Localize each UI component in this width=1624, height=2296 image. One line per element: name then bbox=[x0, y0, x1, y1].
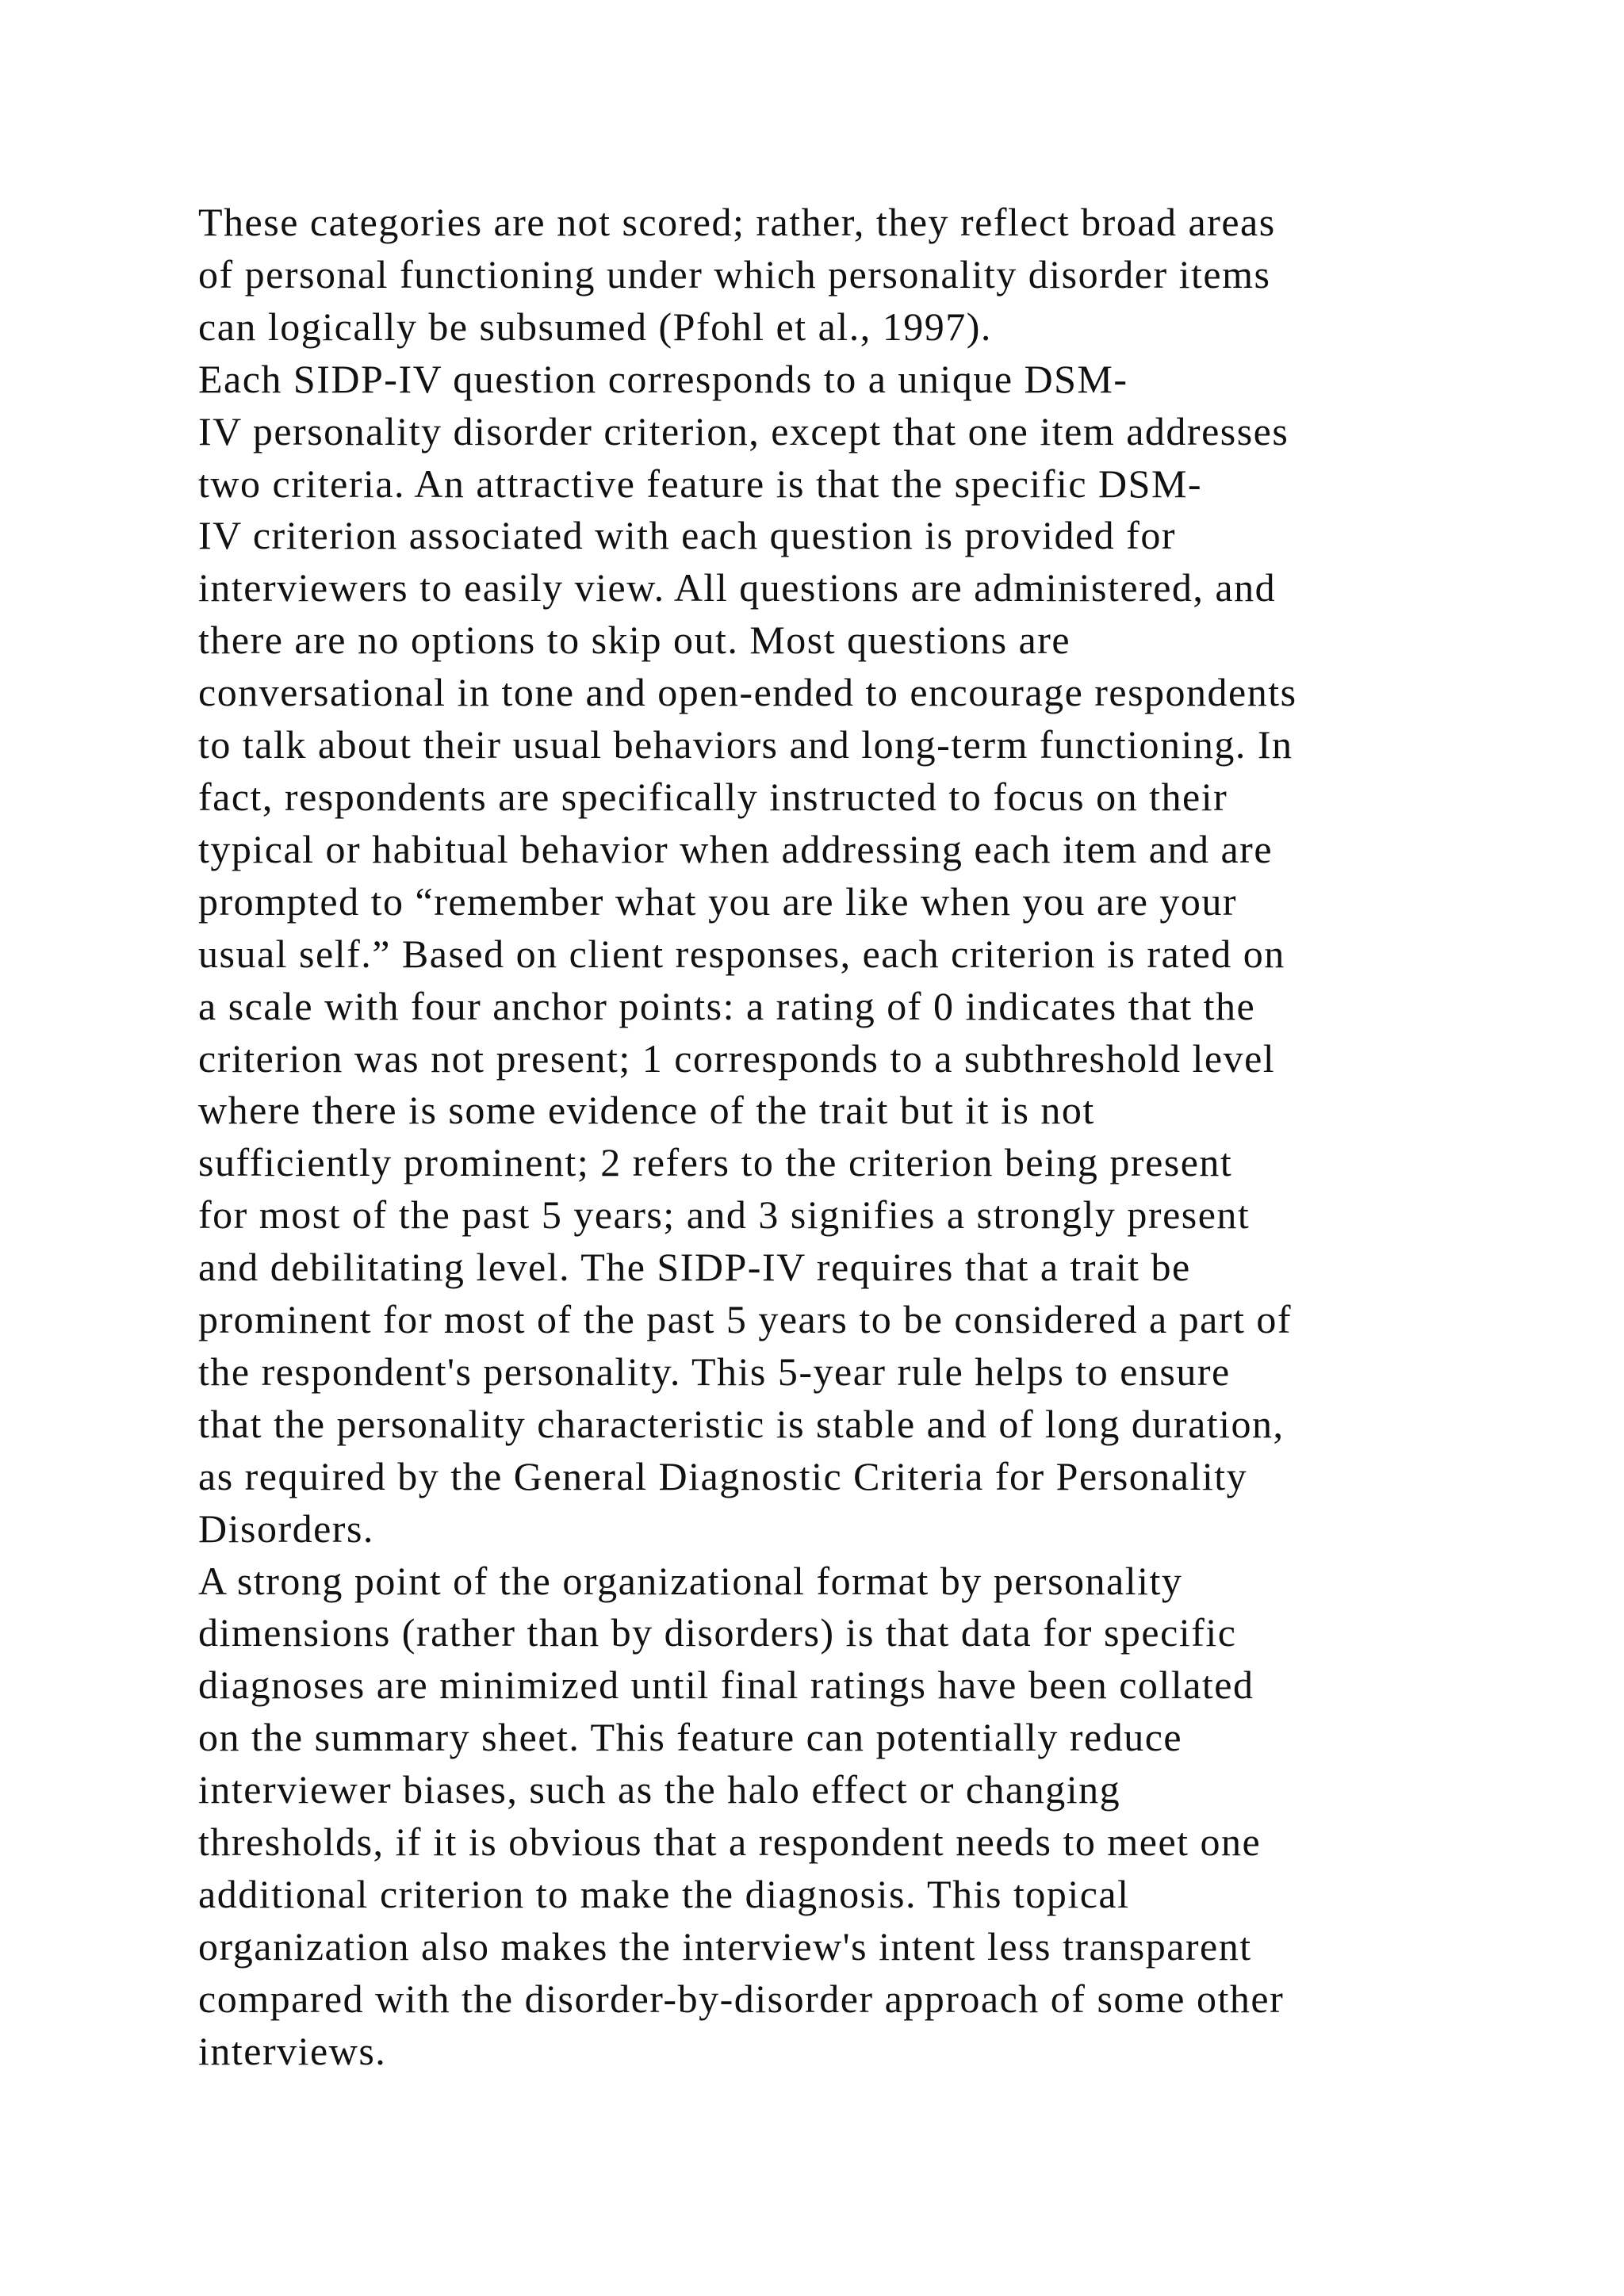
text-line: Each SIDP-IV question corresponds to a unique DSM- bbox=[198, 356, 1128, 401]
text-line: prompted to “remember what you are like when you are your bbox=[198, 878, 1238, 924]
text-line: These categories are not scored; rather, they reflect broad areas bbox=[198, 200, 1276, 244]
text-line: on the summary sheet. This feature can potentially reduce bbox=[198, 1715, 1183, 1760]
text-line: interviewers to easily view. All questions are administered, and bbox=[198, 565, 1277, 610]
text-line: IV personality disorder criterion, except that one item addresses bbox=[198, 408, 1289, 453]
text-line: to talk about their usual behaviors and long-term functioning. In bbox=[198, 722, 1293, 767]
text-line: dimensions (rather than by disorders) is that data for specific bbox=[198, 1610, 1237, 1655]
text-line: of personal functioning under which personality disorder items bbox=[198, 251, 1271, 297]
text-line: conversational in tone and open-ended to encourage respondents bbox=[198, 670, 1297, 715]
text-line: for most of the past 5 years; and 3 signifies a strongly present bbox=[198, 1192, 1251, 1238]
text-line: prominent for most of the past 5 years to be considered a part of bbox=[198, 1297, 1293, 1342]
text-line: sufficiently prominent; 2 refers to the criterion being present bbox=[198, 1140, 1233, 1185]
body-text bbox=[198, 197, 1483, 2078]
text-line: additional criterion to make the diagnosis. This topical bbox=[198, 1872, 1130, 1916]
text-line: interviews. bbox=[198, 2028, 387, 2073]
text-line: that the personality characteristic is stable and of long duration, bbox=[198, 1401, 1285, 1446]
text-line: A strong point of the organizational format by personality bbox=[198, 1558, 1183, 1603]
text-line: can logically be subsumed (Pfohl et al., 1997). bbox=[198, 304, 992, 349]
text-line: where there is some evidence of the trait but it is not bbox=[198, 1088, 1095, 1133]
text-line: a scale with four anchor points: a rating of 0 indicates that the bbox=[198, 983, 1256, 1028]
text-line: IV criterion associated with each question is provided for bbox=[198, 513, 1176, 558]
text-line: Disorders. bbox=[198, 1506, 374, 1551]
text-line: organization also makes the interview's intent less transparent bbox=[198, 1923, 1252, 1969]
text-line: criterion was not present; 1 corresponds to a subthreshold level bbox=[198, 1035, 1276, 1081]
text-line: fact, respondents are specifically instructed to focus on their bbox=[198, 774, 1228, 819]
text-line: as required by the General Diagnostic Criteria for Personality bbox=[198, 1453, 1248, 1498]
text-line: typical or habitual behavior when addressing each item and are bbox=[198, 826, 1274, 871]
text-line: two criteria. An attractive feature is that the specific DSM- bbox=[198, 461, 1203, 506]
text-line: usual self.” Based on client responses, each criterion is rated on bbox=[198, 931, 1285, 976]
text-line: there are no options to skip out. Most questions are bbox=[198, 618, 1071, 663]
text-line: and debilitating level. The SIDP-IV requires that a trait be bbox=[198, 1245, 1191, 1290]
text-line: the respondent's personality. This 5-year rule helps to ensure bbox=[198, 1349, 1231, 1394]
text-line: compared with the disorder-by-disorder approach of some other bbox=[198, 1976, 1285, 2021]
text-line: thresholds, if it is obvious that a respondent needs to meet one bbox=[198, 1820, 1262, 1865]
text-line: diagnoses are minimized until final ratings have been collated bbox=[198, 1663, 1254, 1708]
text-line: interviewer biases, such as the halo effect or changing bbox=[198, 1767, 1121, 1812]
